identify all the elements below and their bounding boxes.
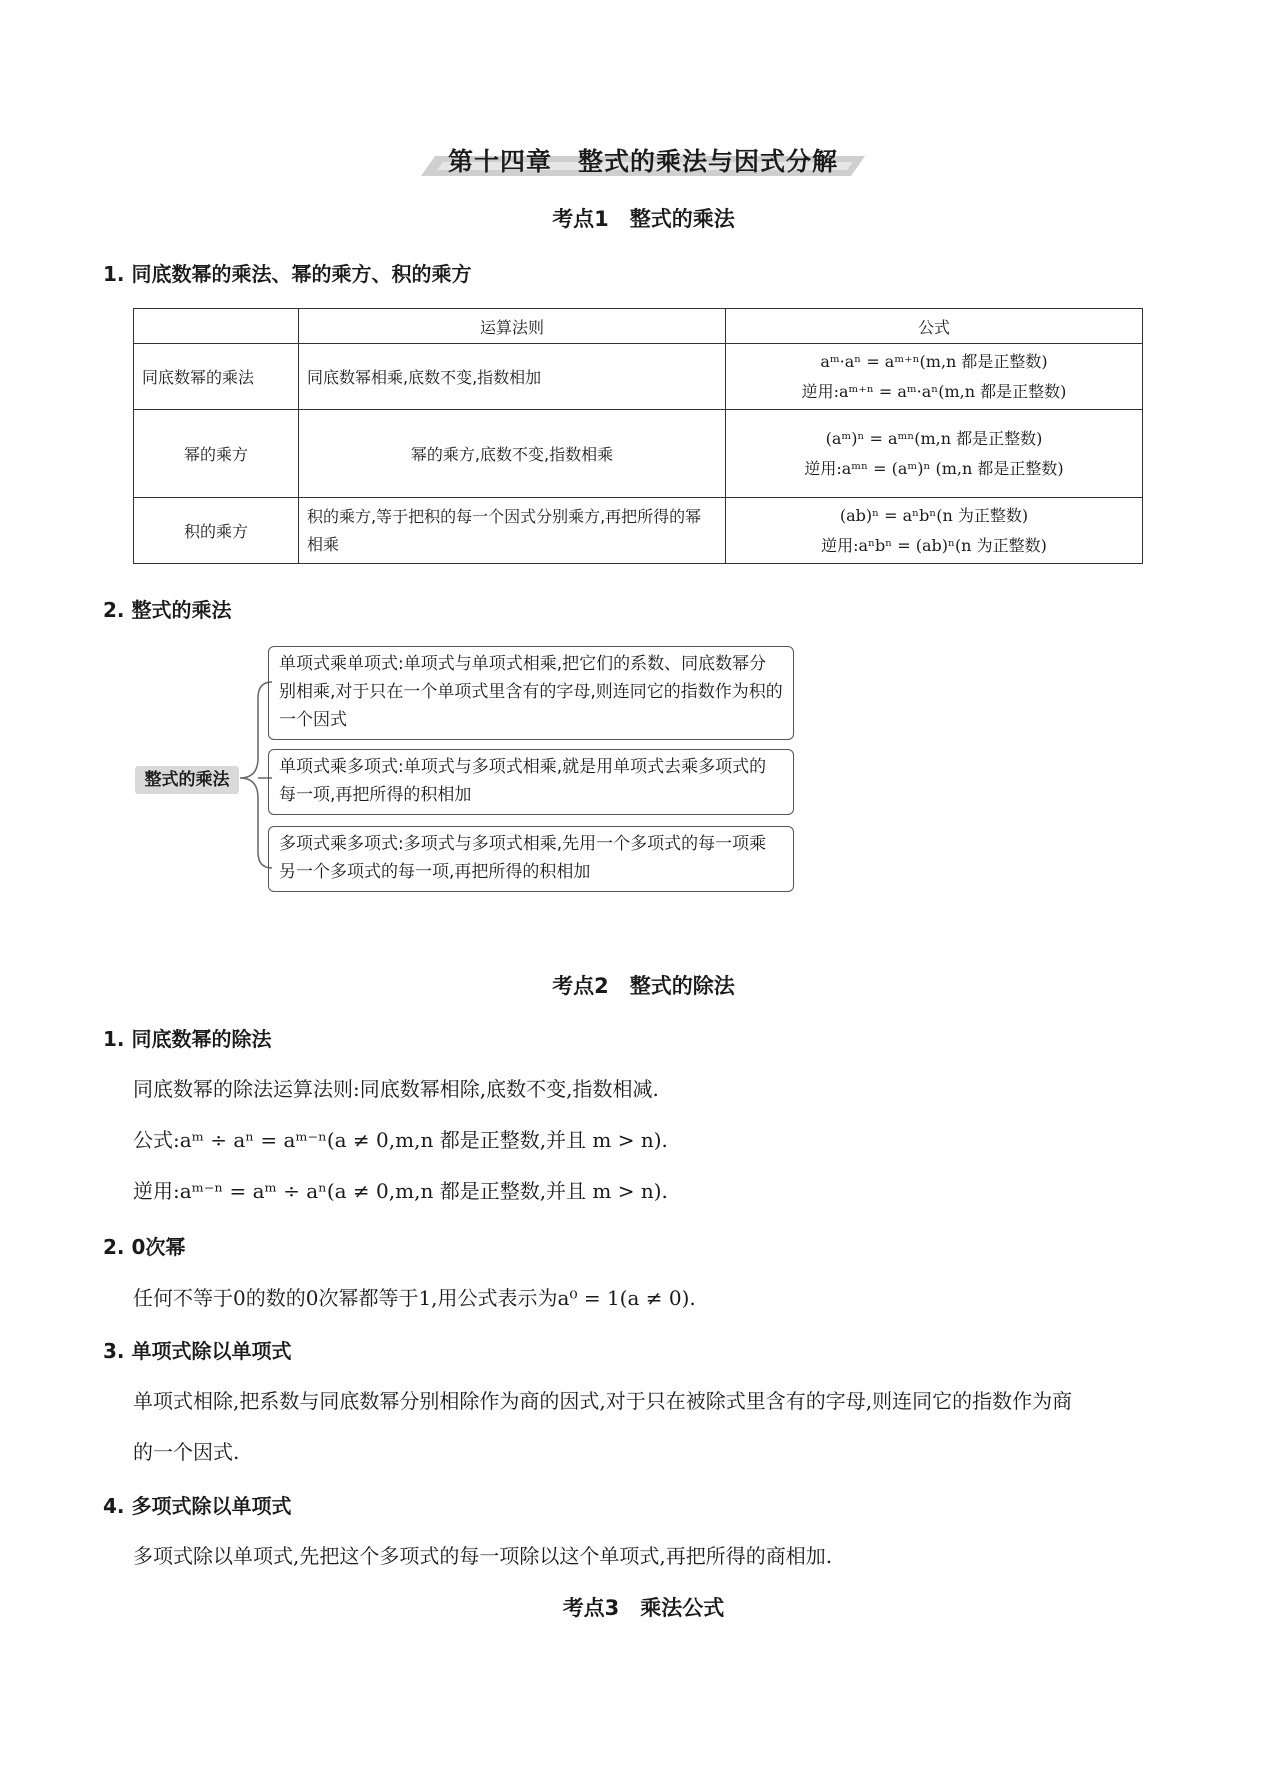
table-row <box>134 344 1143 410</box>
kaodian-2-title: 考点2 整式的除法 <box>552 974 735 998</box>
row-name: 幂的乘方 <box>134 410 299 498</box>
mindmap-item: 多项式乘多项式:多项式与多项式相乘,先用一个多项式的每一项乘另一个多项式的每一项,再把所得的积相加 <box>268 826 794 892</box>
chapter-banner <box>428 136 858 178</box>
row-name: 同底数幂的乘法 <box>134 344 299 410</box>
power-rules-table <box>133 308 1143 564</box>
mindmap-item: 单项式乘单项式:单项式与单项式相乘,把它们的系数、同底数幂分别相乘,对于只在一个单项式里含有的字母,则连同它的指数作为积的一个因式 <box>268 646 794 740</box>
formula-line: 逆用:aᵐ⁺ⁿ = aᵐ·aⁿ(m,n 都是正整数) <box>801 381 1067 401</box>
table-row <box>134 410 1143 498</box>
formula-line: 逆用:aⁿbⁿ = (ab)ⁿ(n 为正整数) <box>821 535 1047 555</box>
row-formula <box>726 498 1143 564</box>
formula-line: (ab)ⁿ = aⁿbⁿ(n 为正整数) <box>839 505 1029 525</box>
table-header-row <box>134 309 1143 344</box>
div-section-4-title: 4. 多项式除以单项式 <box>103 1494 292 1518</box>
table-header-blank <box>134 309 299 344</box>
formula-line: aᵐ·aⁿ = aᵐ⁺ⁿ(m,n 都是正整数) <box>820 351 1048 371</box>
row-rule: 同底数幂相乘,底数不变,指数相加 <box>299 344 726 410</box>
div-section-3-title: 3. 单项式除以单项式 <box>103 1339 292 1363</box>
paragraph: 单项式相除,把系数与同底数幂分别相除作为商的因式,对于只在被除式里含有的字母,则连同它的指数作为商 <box>133 1389 1073 1413</box>
paragraph: 任何不等于0的数的0次幂都等于1,用公式表示为a⁰ = 1(a ≠ 0). <box>133 1286 696 1310</box>
row-formula <box>726 344 1143 410</box>
table-row <box>134 498 1143 564</box>
paragraph: 同底数幂的除法运算法则:同底数幂相除,底数不变,指数相减. <box>133 1077 659 1101</box>
div-section-2-title: 2. 0次幂 <box>103 1235 186 1259</box>
chapter-title: 第十四章 整式的乘法与因式分解 <box>447 147 838 176</box>
kaodian-1-title: 考点1 整式的乘法 <box>552 207 735 231</box>
paragraph: 多项式除以单项式,先把这个多项式的每一项除以这个单项式,再把所得的商相加. <box>133 1544 833 1568</box>
section-2-title: 2. 整式的乘法 <box>103 598 232 622</box>
mindmap-root: 整式的乘法 <box>135 766 239 794</box>
table-header-formula: 公式 <box>726 309 1143 344</box>
formula-line: 逆用:aᵐⁿ = (aᵐ)ⁿ (m,n 都是正整数) <box>804 458 1064 478</box>
mindmap-item: 单项式乘多项式:单项式与多项式相乘,就是用单项式去乘多项式的每一项,再把所得的积相加 <box>268 749 794 815</box>
formula-line: (aᵐ)ⁿ = aᵐⁿ(m,n 都是正整数) <box>825 428 1043 448</box>
table-header-rule: 运算法则 <box>299 309 726 344</box>
row-name: 积的乘方 <box>134 498 299 564</box>
formula-paragraph: 公式:aᵐ ÷ aⁿ = aᵐ⁻ⁿ(a ≠ 0,m,n 都是正整数,并且 m > n). <box>133 1128 668 1152</box>
paragraph-continuation: 的一个因式. <box>133 1440 240 1464</box>
row-rule: 积的乘方,等于把积的每一个因式分别乘方,再把所得的幂相乘 <box>299 498 726 564</box>
row-rule: 幂的乘方,底数不变,指数相乘 <box>299 410 726 498</box>
section-1-title: 1. 同底数幂的乘法、幂的乘方、积的乘方 <box>103 262 472 286</box>
formula-paragraph: 逆用:aᵐ⁻ⁿ = aᵐ ÷ aⁿ(a ≠ 0,m,n 都是正整数,并且 m > n). <box>133 1179 668 1203</box>
div-section-1-title: 1. 同底数幂的除法 <box>103 1027 272 1051</box>
row-formula <box>726 410 1143 498</box>
kaodian-3-title: 考点3 乘法公式 <box>562 1596 725 1620</box>
